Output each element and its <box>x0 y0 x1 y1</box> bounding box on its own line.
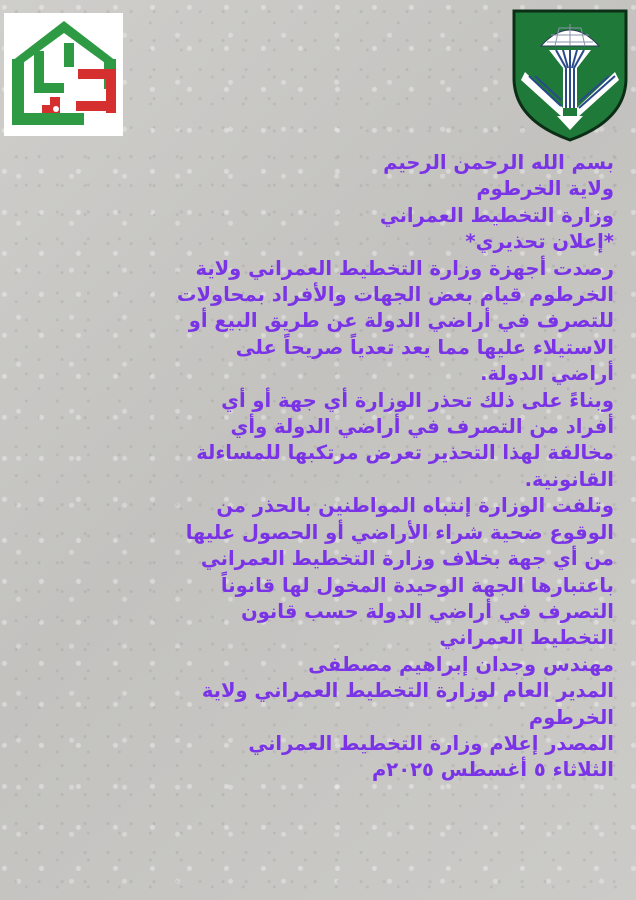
ministry-emblem-icon <box>4 13 123 136</box>
state-name-line: ولاية الخرطوم <box>476 177 614 201</box>
body-line: للتصرف في أراضي الدولة عن طريق البيع أو <box>188 309 614 333</box>
announcement-text <box>14 150 614 784</box>
body-line: التخطيط العمراني <box>439 626 614 650</box>
body-line: التصرف في أراضي الدولة حسب قانون <box>241 599 614 623</box>
body-line: الخرطوم قيام بعض الجهات والأفراد بمحاولات <box>176 283 614 307</box>
body-line: رصدت أجهزة وزارة التخطيط العمراني ولاية <box>195 256 614 280</box>
body-line: القانونية. <box>524 467 614 491</box>
body-line: وتلفت الوزارة إنتباه المواطنين بالحذر من <box>216 494 614 518</box>
body-line: الوقوع ضحية شراء الأراضي أو الحصول عليها <box>185 520 614 544</box>
body-line: وبناءً على ذلك تحذر الوزارة أي جهة أو أي <box>221 388 614 412</box>
body-line: أفراد من التصرف في أراضي الدولة وأي <box>230 415 614 439</box>
body-line: أراضي الدولة. <box>480 362 614 386</box>
khartoum-state-shield-icon <box>511 8 629 143</box>
body-line: من أي جهة بخلاف وزارة التخطيط العمراني <box>200 547 614 571</box>
basmala-line: بسم الله الرحمن الرحيم <box>383 151 614 174</box>
khartoum-state-logo <box>511 8 629 143</box>
source-line: المصدر إعلام وزارة التخطيط العمراني <box>248 731 614 755</box>
body-line: مخالفة لهذا التحذير تعرض مرتكبها للمساءلة <box>196 441 614 465</box>
signatory-title: الخرطوم <box>528 705 614 729</box>
body-line: باعتبارها الجهة الوحيدة المخول لها قانوناً <box>220 573 614 597</box>
date-line: الثلاثاء ٥ أغسطس ٢٠٢٥م <box>372 758 614 782</box>
ministry-name-line: وزارة التخطيط العمراني <box>379 203 614 227</box>
announcement-title: *إعلان تحذيري* <box>465 230 614 254</box>
body-line: الاستيلاء عليها مما يعد تعدياً صريحاً على <box>235 335 614 359</box>
ministry-logo <box>4 13 123 136</box>
signatory-title: المدير العام لوزارة التخطيط العمراني ولاية <box>201 679 614 703</box>
signatory-name: مهندس وجدان إبراهيم مصطفى <box>308 652 614 676</box>
